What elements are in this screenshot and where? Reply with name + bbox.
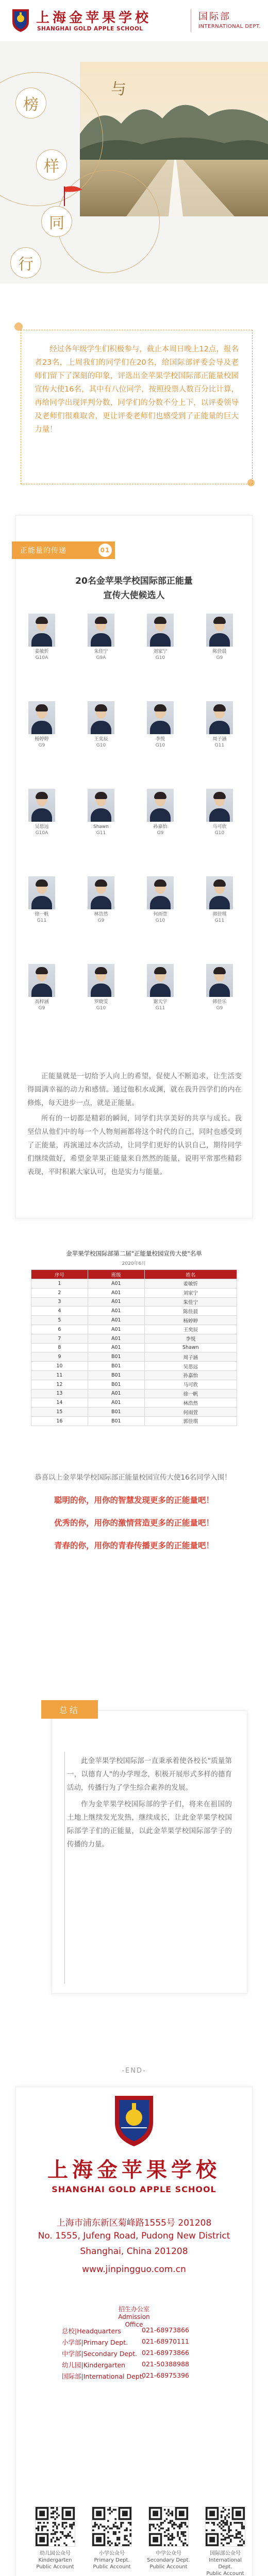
candidate-class: G11 xyxy=(37,918,47,923)
candidate-class: G10 xyxy=(155,655,165,660)
table-row xyxy=(31,1370,237,1380)
candidate-card xyxy=(26,876,57,924)
candidate-name: 何雨萱 xyxy=(153,912,167,917)
candidate-photo xyxy=(206,701,233,734)
candidate-class: G11 xyxy=(155,1006,165,1011)
candidate-photo xyxy=(28,789,55,822)
candidate-class: G9 xyxy=(216,1006,223,1011)
table-cell: 周子涵 xyxy=(144,1352,237,1362)
candidate-card xyxy=(145,614,176,661)
candidate-photo xyxy=(206,789,233,822)
candidate-photo xyxy=(88,876,114,909)
summary-divider xyxy=(64,1752,65,1984)
qr-caption-en: Public Account xyxy=(206,2571,244,2576)
slogan-line-1: 聪明的你，用你的智慧发现更多的正能量吧！ xyxy=(54,1496,214,1505)
qr-caption xyxy=(145,2550,192,2570)
candidate-name: 谢天宇 xyxy=(153,999,167,1005)
school-name-cn: 上海金苹果学校 xyxy=(36,10,152,26)
address-cn: 上海市浦东新区菊峰路1555号 201208 xyxy=(56,2218,212,2228)
school-crest-icon xyxy=(111,2092,157,2148)
candidate-name: 林浩然 xyxy=(94,912,108,917)
candidate-photo xyxy=(147,701,174,734)
end-mark: -END- xyxy=(122,2067,146,2075)
qr-caption-cn: 国际部公众号 xyxy=(210,2551,241,2556)
table-row xyxy=(31,1389,237,1398)
contact-label: 小学部|Primary Dept. xyxy=(62,2338,128,2346)
candidate-class: G9 xyxy=(216,655,223,660)
candidate-card xyxy=(86,701,116,749)
table-cell: 4 xyxy=(31,1307,88,1316)
table-cell: 王奕辰 xyxy=(144,1325,237,1334)
admission-label-cn: 招生办公室 xyxy=(118,2306,149,2313)
candidate-card xyxy=(204,789,235,836)
candidate-name: 杨婷婷 xyxy=(35,737,49,742)
candidate-name: 韩佳乐 xyxy=(212,999,227,1005)
candidate-card xyxy=(86,789,116,836)
candidate-name: 陈佳晨 xyxy=(212,649,227,654)
candidate-class: G9 xyxy=(38,743,45,748)
table-cell: A01 xyxy=(88,1316,144,1325)
candidate-photo xyxy=(147,876,174,909)
table-cell: 刘家宁 xyxy=(144,1288,237,1297)
table-cell: 马可欣 xyxy=(144,1380,237,1389)
hero-char-yu: 与 xyxy=(111,80,126,98)
table-cell: 14 xyxy=(31,1398,88,1408)
table-header-cell: 姓名 xyxy=(144,1270,237,1279)
candidate-class: G11 xyxy=(214,918,225,923)
hero-char-tong: 同 xyxy=(41,206,72,237)
table-cell: 11 xyxy=(31,1370,88,1380)
table-cell: 姜敏忻 xyxy=(144,1279,237,1289)
summary-paragraph: 此金苹果学校国际部一直秉承着使各校长"质量第一，以德育人"的办学理念，积极开展形式多样的德育活动，传播行为了学生综合素养的发展。 xyxy=(67,1757,232,1792)
table-cell: B01 xyxy=(88,1352,144,1362)
candidate-photo xyxy=(206,614,233,647)
candidate-name: 高梓涵 xyxy=(35,999,49,1005)
ribbon-label: 正能量的传递 xyxy=(20,547,66,555)
contact-label: 中学部|Secondary Dept. xyxy=(62,2350,138,2358)
contact-phone[interactable]: 021-50388988 xyxy=(142,2360,189,2368)
table-cell: A01 xyxy=(88,1288,144,1297)
contact-phone[interactable]: 021-68970111 xyxy=(142,2337,189,2345)
table-header-cell: 序号 xyxy=(31,1270,88,1279)
table-row xyxy=(31,1362,237,1371)
candidate-photo xyxy=(88,701,114,734)
table-cell: 8 xyxy=(31,1343,88,1352)
contact-label: 国际部|International Dept. xyxy=(62,2372,144,2380)
qr-caption-cn: 中学公众号 xyxy=(156,2551,181,2556)
table-cell: A01 xyxy=(88,1398,144,1408)
table-cell: 16 xyxy=(31,1416,88,1426)
admission-office xyxy=(108,2306,160,2329)
candidate-name: 朱佳宁 xyxy=(94,649,108,654)
qr-caption-en: Public Account xyxy=(36,2564,74,2570)
qr-caption-en: International Dept. xyxy=(209,2557,242,2570)
table-cell: 朱佳宁 xyxy=(144,1297,237,1307)
candidate-card xyxy=(26,614,57,661)
table-cell: 12 xyxy=(31,1380,88,1389)
candidate-photo xyxy=(28,964,55,997)
candidate-class: G10 xyxy=(96,743,106,748)
table-cell: 陈佳晨 xyxy=(144,1307,237,1316)
table-cell: A01 xyxy=(88,1279,144,1289)
table-cell: 9 xyxy=(31,1352,88,1362)
summary-text xyxy=(67,1754,232,1854)
qr-caption-en: Primary Dept. xyxy=(94,2557,130,2563)
candidate-photo xyxy=(206,964,233,997)
table-cell: 13 xyxy=(31,1389,88,1398)
candidate-card xyxy=(204,876,235,924)
qr-caption xyxy=(202,2550,248,2576)
school-crest-icon xyxy=(10,7,31,33)
table-cell: A01 xyxy=(88,1343,144,1352)
flag-icon xyxy=(62,185,88,206)
candidate-name: 郭佳琪 xyxy=(212,912,227,917)
card-title-line2: 宣传大使候选人 xyxy=(103,590,165,601)
hero-char-yang: 样 xyxy=(36,149,67,180)
candidate-class: G10 xyxy=(155,743,165,748)
candidate-name: 周子涵 xyxy=(212,737,227,742)
candidate-card xyxy=(86,876,116,924)
candidate-class: G11 xyxy=(96,831,106,836)
table-cell: 2 xyxy=(31,1288,88,1297)
table-row xyxy=(31,1307,237,1316)
table-cell: 7 xyxy=(31,1334,88,1343)
admission-label-en: Admission Office xyxy=(118,2313,150,2328)
hero-char-bang: 榜 xyxy=(15,88,46,118)
hero-banner xyxy=(0,41,268,283)
results-table-section xyxy=(31,1249,237,1426)
candidate-class: G10A xyxy=(35,655,48,660)
table-header-cell: 班级 xyxy=(88,1270,144,1279)
candidate-class: G10 xyxy=(155,918,165,923)
table-cell: 1 xyxy=(31,1279,88,1289)
candidate-card xyxy=(26,701,57,749)
qr-caption-en: Secondary Dept. xyxy=(147,2557,190,2563)
candidate-card xyxy=(204,964,235,1011)
candidates-paragraph: 所有的一切都是精彩的瞬间，同学们共享美好的共享与成长。我坚信从他们中的每一个人物刻画都将这个时代的自己，同时也感受到了正能量，再演递过本次活动，让同学们更好的认识自己，期待同学们继续做好，希望金苹果正能量来自然然的能量，说明平常那些精彩表现，平时积累大家认可，也是实力与能量。 xyxy=(27,1114,242,1176)
candidate-class: G9A xyxy=(96,655,106,660)
table-cell: 15 xyxy=(31,1408,88,1417)
table-cell: 10 xyxy=(31,1362,88,1371)
qr-caption-en: Kindergarten xyxy=(38,2557,72,2563)
table-row xyxy=(31,1352,237,1362)
candidate-photo xyxy=(88,614,114,647)
card-title-line1: 20名金苹果学校国际部正能量 xyxy=(75,576,193,586)
candidates-card xyxy=(15,515,253,1218)
table-row xyxy=(31,1316,237,1325)
table-row xyxy=(31,1288,237,1297)
results-table xyxy=(31,1269,237,1426)
closing-section xyxy=(21,1471,247,1552)
candidate-photo xyxy=(147,614,174,647)
candidate-name: 姜敏忻 xyxy=(35,649,49,654)
website-link[interactable]: www.jinpingguo.com.cn xyxy=(82,2264,186,2275)
candidate-name: 王奕辰 xyxy=(94,737,108,742)
summary-tag: 总结 xyxy=(41,1700,98,1719)
table-row xyxy=(31,1297,237,1307)
contact-label: 幼儿园|Kindergarten xyxy=(62,2361,126,2369)
candidate-card xyxy=(145,789,176,836)
ribbon-number: 01 xyxy=(98,544,112,557)
section-ribbon xyxy=(12,541,115,559)
qr-caption-cn: 幼儿园公众号 xyxy=(40,2551,71,2556)
table-cell: 吴思远 xyxy=(144,1362,237,1371)
hero-char-xing: 行 xyxy=(10,247,41,278)
dept-name-en: INTERNATIONAL DEPT. xyxy=(198,24,261,29)
table-cell: Shawn xyxy=(144,1343,237,1352)
table-cell: 何雨萱 xyxy=(144,1408,237,1417)
qr-code-icon[interactable] xyxy=(148,2506,189,2547)
address-en-line2: Shanghai, China 201208 xyxy=(80,2246,188,2257)
candidate-name: 吴思远 xyxy=(35,824,49,829)
candidate-name: Shawn xyxy=(93,824,109,829)
footer-school-cn: 上海金苹果学校 xyxy=(47,2158,221,2182)
table-row xyxy=(31,1279,237,1289)
table-row xyxy=(31,1416,237,1426)
table-cell: 郭佳琪 xyxy=(144,1416,237,1426)
school-name-en: SHANGHAI GOLD APPLE SCHOOL xyxy=(37,26,143,32)
table-cell: A01 xyxy=(88,1389,144,1398)
table-cell: B01 xyxy=(88,1380,144,1389)
table-cell: B01 xyxy=(88,1408,144,1417)
qr-caption-cn: 小学公众号 xyxy=(99,2551,125,2556)
candidate-name: 马可欣 xyxy=(212,824,227,829)
candidate-photo xyxy=(147,964,174,997)
candidate-card xyxy=(26,789,57,836)
slogan-line-2: 优秀的你，用你的激情营造更多的正能量吧！ xyxy=(54,1518,214,1528)
table-date: 2020年6月 xyxy=(122,1261,146,1266)
table-cell: B01 xyxy=(88,1362,144,1371)
candidate-photo xyxy=(88,964,114,997)
table-cell: B01 xyxy=(88,1416,144,1426)
candidate-class: G9 xyxy=(38,1006,45,1011)
table-cell: 孙嘉怡 xyxy=(144,1370,237,1380)
intro-section xyxy=(21,330,253,484)
candidate-name: 孙嘉怡 xyxy=(153,824,167,829)
slogan-line-3: 青春的你，用你的青春传播更多的正能量吧！ xyxy=(54,1541,214,1550)
table-cell: 林浩然 xyxy=(144,1398,237,1408)
candidates-paragraph: 正能量就是一切给予人向上的希望，促使人不断追求，让生活变得圆满幸福的动力和感情。通过他积水成渊，就在我升四学们的内在修炼，每天进步一点，就是正能量。 xyxy=(27,1072,242,1107)
qr-code-icon[interactable] xyxy=(92,2506,132,2547)
candidate-card xyxy=(145,964,176,1011)
candidate-name: 刘家宁 xyxy=(153,649,167,654)
qr-caption xyxy=(32,2550,78,2570)
table-row xyxy=(31,1398,237,1408)
table-cell: A01 xyxy=(88,1297,144,1307)
table-row xyxy=(31,1343,237,1352)
address-en-line1: No. 1555, Jufeng Road, Pudong New District xyxy=(38,2231,230,2241)
footer-school-en: SHANGHAI GOLD APPLE SCHOOL xyxy=(52,2184,216,2194)
candidate-class: G9 xyxy=(157,831,164,836)
qr-caption-en: Public Account xyxy=(149,2564,188,2570)
table-cell: 杨婷婷 xyxy=(144,1316,237,1325)
candidate-card xyxy=(86,614,116,661)
candidate-name: 罗晓雯 xyxy=(94,999,108,1005)
table-cell: A01 xyxy=(88,1307,144,1316)
table-title: 金苹果学校国际部第二届"正能量校园宣传大使"名单 xyxy=(66,1250,202,1257)
header-bar xyxy=(0,0,268,41)
table-cell: 6 xyxy=(31,1325,88,1334)
candidate-card xyxy=(86,964,116,1011)
contact-phone[interactable]: 021-68973866 xyxy=(142,2326,189,2334)
qr-caption-en: Public Account xyxy=(93,2564,131,2570)
table-cell: 徐一帆 xyxy=(144,1389,237,1398)
candidate-card xyxy=(204,701,235,749)
table-cell: B01 xyxy=(88,1370,144,1380)
table-cell: 李悦 xyxy=(144,1334,237,1343)
candidates-text xyxy=(27,1070,242,1181)
candidate-photo xyxy=(147,789,174,822)
candidate-class: G10A xyxy=(35,831,48,836)
candidate-class: G10 xyxy=(96,1006,106,1011)
candidate-photo xyxy=(28,614,55,647)
candidate-photo xyxy=(206,876,233,909)
table-header-row xyxy=(31,1270,237,1279)
qr-code-icon[interactable] xyxy=(205,2506,245,2547)
candidate-card xyxy=(145,876,176,924)
table-cell: A01 xyxy=(88,1325,144,1334)
candidate-photo xyxy=(28,876,55,909)
intro-text: 经过各年级学生们积极参与，截止本周日晚上12点，报名者23名，上周我们的同学们在20名，给国际部评委会导及老师们留下了深刻的印象，评选出金苹果学校国际部正能量校园宣传大使16名，其中有八位同学，按照投票人数百分比计算，再给同学出现评判分数，同学们的分数不分上下，以评委领导及老师们很难取舍，更让评委老师们也感受到了正能量的巨大力量！ xyxy=(35,345,239,434)
qr-code-icon[interactable] xyxy=(35,2506,75,2547)
table-row xyxy=(31,1325,237,1334)
table-row xyxy=(31,1380,237,1389)
candidate-class: G11 xyxy=(214,743,225,748)
table-cell: 5 xyxy=(31,1316,88,1325)
candidate-class: G9 xyxy=(97,918,105,923)
candidate-card xyxy=(26,964,57,1011)
candidate-name: 徐一帆 xyxy=(35,912,49,917)
candidate-card xyxy=(204,614,235,661)
dept-name-cn: 国际部 xyxy=(198,11,231,22)
table-cell: 3 xyxy=(31,1297,88,1307)
table-cell: A01 xyxy=(88,1334,144,1343)
candidate-photo xyxy=(88,789,114,822)
contact-phone[interactable]: 021-68975396 xyxy=(142,2371,189,2379)
candidate-class: G10 xyxy=(214,831,225,836)
candidate-name: 李悦 xyxy=(155,737,165,742)
candidate-card xyxy=(145,701,176,749)
summary-paragraph: 作为金苹果学校国际部的学子们，将来在祖国的土地上继续发光发热，继续成长，让此金苹果学校国际部学子们的正能量，以此金苹果学校国际部学子的传播的力量。 xyxy=(67,1800,232,1849)
candidate-photo xyxy=(28,701,55,734)
contact-label: 总校|Headquarters xyxy=(62,2327,121,2335)
qr-caption xyxy=(89,2550,135,2570)
table-row xyxy=(31,1334,237,1343)
closing-text: 恭喜以上金苹果学校国际部正能量校园宣传大使16名同学入围！ xyxy=(35,1473,231,1482)
contact-phone[interactable]: 021-68973866 xyxy=(142,2349,189,2357)
table-row xyxy=(31,1408,237,1417)
